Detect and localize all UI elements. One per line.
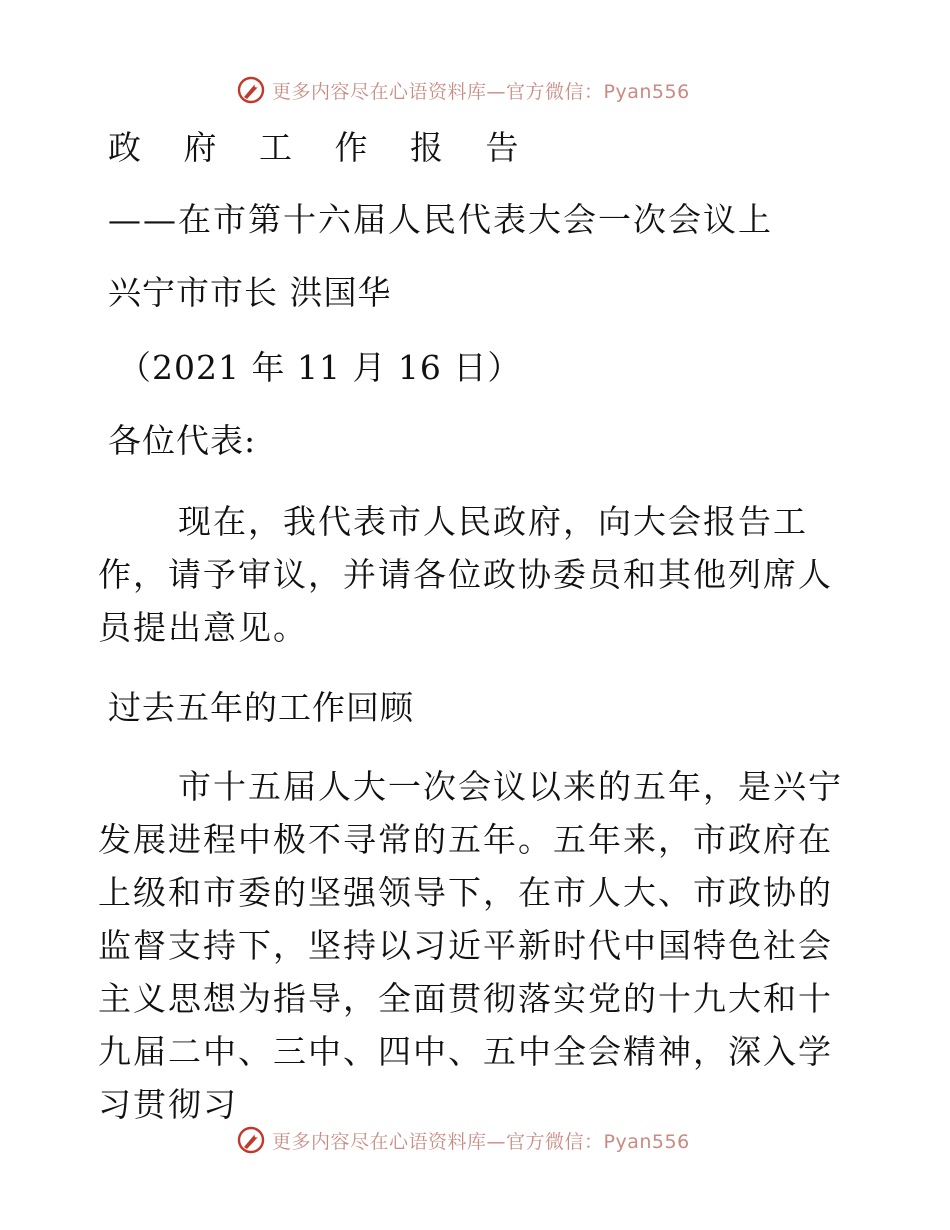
document-title: 政 府 工 作 报 告 <box>108 128 535 167</box>
paragraph-review: 市十五届人大一次会议以来的五年，是兴宁发展进程中极不寻常的五年。五年来，市政府在上级和市委的坚强领导下，在市人大、市政协的监督支持下，坚持以习近平新时代中国特色社会主义思想为指导，全面贯彻落实党的十九大和十九届二中、三中、四中、五中全会精神，深入学习贯彻习 <box>98 767 843 1124</box>
document-subtitle: ——在市第十六届人民代表大会一次会议上 <box>108 200 773 239</box>
date-line: （2021 年 11 月 16 日） <box>118 348 522 387</box>
salutation: 各位代表: <box>108 421 257 460</box>
pen-nib-icon <box>236 75 266 105</box>
paragraph-intro: 现在，我代表市人民政府，向大会报告工作，请予审议，并请各位政协委员和其他列席人员提出意见。 <box>98 502 833 647</box>
watermark-text: 更多内容尽在心语资料库—官方微信：Pyan556 <box>272 1130 690 1153</box>
watermark-header <box>236 73 690 107</box>
section-heading: 过去五年的工作回顾 <box>108 688 414 727</box>
speaker-line: 兴宁市市长 洪国华 <box>108 273 392 312</box>
pen-nib-icon <box>236 1125 266 1155</box>
watermark-footer <box>236 1123 690 1157</box>
watermark-text: 更多内容尽在心语资料库—官方微信：Pyan556 <box>272 80 690 103</box>
